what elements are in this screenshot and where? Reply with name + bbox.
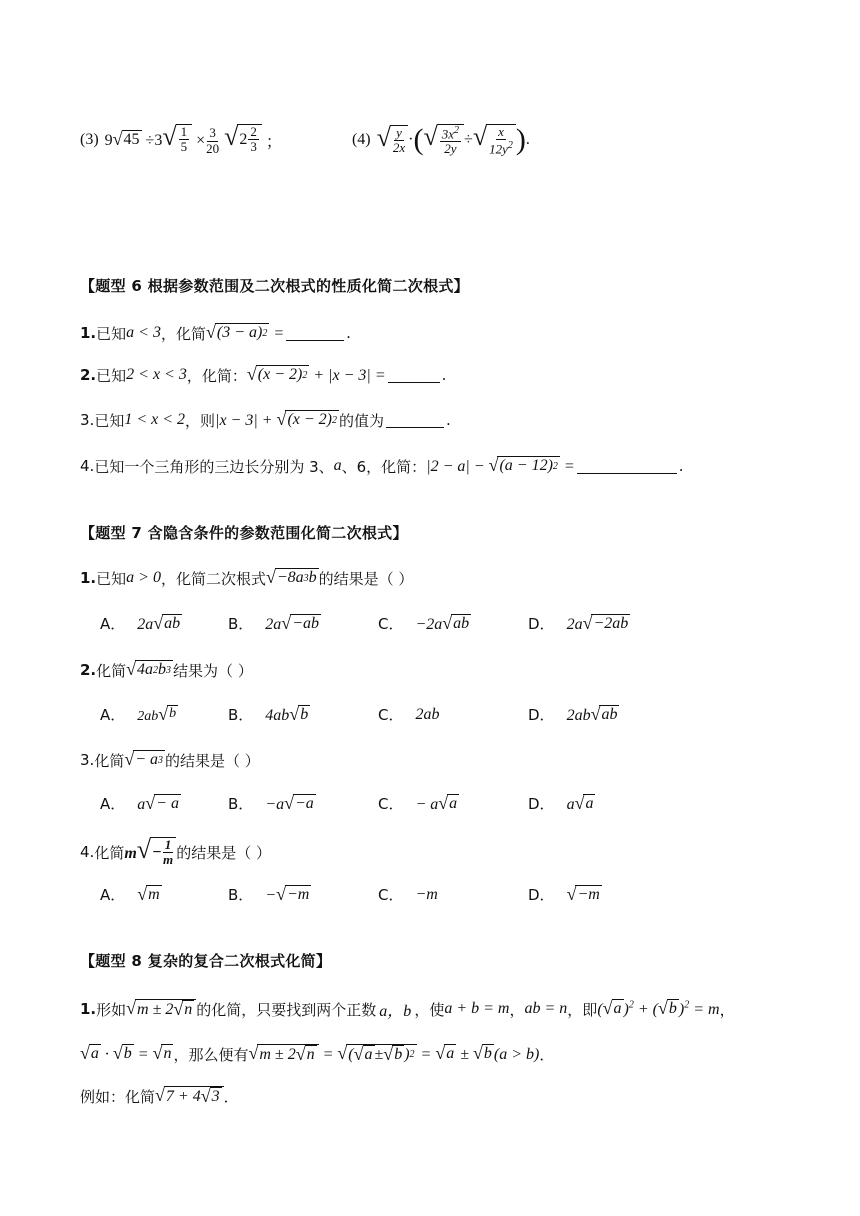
s8-line-2: √ a · √ b = √ n ，那么便有 √ m ± 2 √ n = √ ( √ a ± √ b ) 2 = √ a ± √ b (a > b) ． — [80, 1043, 555, 1064]
question-text: 已知 — [96, 366, 127, 385]
problem-3-expression: 9 √ 45 ÷3 √ $\frac{1}{5}$ × $\frac{3}{20}$ √ 2 $\frac{2}{3}$ — [105, 124, 262, 156]
section-6-heading: 【题型 6 根据参数范围及二次根式的性质化简二次根式】 — [80, 277, 469, 295]
question-text: ，则 — [185, 411, 216, 430]
question-text: ，那么便有 — [173, 1045, 249, 1064]
s7-q2-option-c[interactable]: C． 2ab — [378, 705, 440, 724]
section-7-heading: 【题型 7 含隐含条件的参数范围化简二次根式】 — [80, 524, 408, 542]
s6-question-1: 1. 已知 a < 3 ，化简 √ (3 − a) 2 = . — [80, 322, 351, 343]
question-text: 的值为 — [339, 411, 385, 430]
question-text: 已知 — [96, 324, 127, 343]
question-number: 3. — [80, 751, 95, 769]
s7-q1-option-c[interactable]: C． −2a √ ab — [378, 612, 470, 633]
expression: ( √ a )$^2$ + ( √ b )$^2$ = m — [597, 998, 720, 1018]
question-text: 的结果是（ ） — [165, 751, 260, 770]
question-text: 结果为（ ） — [173, 661, 253, 680]
condition: 1 < x < 2 — [124, 411, 186, 428]
problem-3-label: (3) — [80, 131, 99, 148]
question-number: 1. — [80, 569, 97, 587]
expression: √ m ± 2 √ n — [126, 999, 196, 1019]
condition: a < 3 — [126, 324, 161, 341]
s7-q4-option-d[interactable]: D． √ −m — [528, 883, 600, 904]
problem-4-expression: √ $\frac{y}{2x}$ · ( √ $\frac{3x^2}{2y}$ ÷ √ $\frac{x}{12y^2}$ ) — [376, 121, 526, 157]
s8-question-1: 1. 形如 √ m ± 2 √ n 的化简，只要找到两个正数 a，b ，使 a + b = m ， ab = n ，即 ( √ a )$^2$ + ( √ b )$^2$ = m ， — [80, 998, 735, 1020]
question-text: ，即 — [567, 1000, 598, 1019]
condition: a > 0 — [126, 569, 161, 586]
expression: |2 − a| − √ (a − 12) 2 = — [426, 455, 575, 475]
answer-blank[interactable] — [388, 368, 440, 383]
expression: √ − a 3 — [124, 749, 164, 769]
s7-question-3 — [80, 747, 260, 773]
problem-4-label: (4) — [351, 131, 371, 148]
s7-q1-option-a[interactable]: A． 2a √ ab — [100, 612, 181, 633]
question-text: 的结果是（ ） — [318, 569, 414, 588]
equation: ab = n — [524, 1000, 568, 1017]
s6-question-2: 2. 已知 2 < x < 3 ，化简： √ (x − 2) 2 + |x − 3| = . — [80, 364, 447, 385]
question-text: 化简 — [94, 751, 125, 770]
question-text: ，化简： — [186, 366, 247, 385]
s7-q2-option-b[interactable]: B． 4ab √ b — [228, 703, 309, 724]
s8-example: 例如：化简 √ 7 + 4 √ 3 ． — [80, 1085, 239, 1106]
s7-q3-option-a[interactable]: A． a √ − a — [100, 792, 179, 813]
s7-q2-option-d[interactable]: D． 2ab √ ab — [528, 703, 618, 724]
question-text: 、6，化简： — [341, 457, 427, 476]
question-text: 的化简，只要找到两个正数 — [196, 1000, 377, 1019]
question-text: 化简 — [96, 661, 127, 680]
expression: √ (3 − a) 2 = — [205, 322, 285, 342]
expression: √ 7 + 4 √ 3 — [155, 1086, 224, 1106]
s7-q4-option-b[interactable]: B． − √ −m — [228, 883, 310, 904]
s6-question-3: 3. 已知 1 < x < 2 ，则 |x − 3| + √ (x − 2) 2 的值为 . — [80, 409, 451, 430]
s7-q3-option-b[interactable]: B． −a √ −a — [228, 792, 314, 813]
problem-3-and-4 — [80, 118, 530, 162]
expression: √ a · √ b = √ n — [80, 1043, 172, 1063]
expression: |x − 3| + √ (x − 2) 2 — [215, 409, 337, 429]
section-8-heading: 【题型 8 复杂的复合二次根式化简】 — [80, 952, 332, 970]
question-text: ，化简 — [160, 324, 206, 343]
s7-q2-option-a[interactable]: A． 2ab √ b — [100, 703, 177, 724]
question-number: 4. — [80, 457, 95, 475]
question-number: 2. — [80, 661, 97, 679]
s6-question-4: 4. 已知一个三角形的三边长分别为 3、 a 、6，化简： |2 − a| − √ (a − 12) 2 = . — [80, 455, 684, 476]
answer-blank[interactable] — [577, 459, 677, 474]
s7-question-1 — [80, 565, 413, 591]
s7-question-4 — [80, 832, 271, 872]
expression: √ m ± 2 √ n = √ ( √ a ± √ b ) 2 = √ a ± √ b (a > b) — [248, 1043, 540, 1064]
s7-q1-option-d[interactable]: D． 2a √ −2ab — [528, 612, 629, 633]
s7-q4-option-a[interactable]: A． √ m — [100, 883, 160, 904]
expression: √ 4a 2 b 3 — [126, 659, 172, 679]
answer-blank[interactable] — [286, 326, 344, 341]
question-text: 已知 — [94, 411, 125, 430]
question-text: ，化简二次根式 — [160, 569, 266, 588]
question-number: 4. — [80, 843, 95, 861]
expression: √ −8a 3 b — [265, 567, 317, 587]
s7-q4-option-c[interactable]: C． −m — [378, 885, 438, 904]
s7-q1-option-b[interactable]: B． 2a √ −ab — [228, 612, 319, 633]
variable: a — [333, 457, 342, 474]
s7-q3-option-c[interactable]: C． − a √ a — [378, 792, 458, 813]
s7-q3-option-d[interactable]: D． a √ a — [528, 792, 594, 813]
condition: 2 < x < 3 — [126, 366, 187, 383]
question-number: 1. — [80, 324, 97, 342]
question-text: 化简 — [94, 843, 125, 862]
expression: m √ − $\frac{1}{m}$ — [124, 837, 176, 868]
question-number: 3. — [80, 411, 95, 429]
question-text: 形如 — [96, 1000, 127, 1019]
equation: a + b = m — [444, 1000, 510, 1017]
expression: √ (x − 2) 2 + |x − 3| = — [246, 364, 386, 384]
question-text: 的结果是（ ） — [176, 843, 272, 862]
question-text: 已知 — [96, 569, 127, 588]
variables: a，b — [379, 1002, 412, 1020]
question-text: 例如：化简 — [80, 1087, 156, 1106]
question-number: 2. — [80, 366, 97, 384]
answer-blank[interactable] — [386, 413, 444, 428]
question-text: 已知一个三角形的三边长分别为 3、 — [94, 457, 334, 476]
question-text: ，使 — [414, 1000, 445, 1019]
s7-question-2 — [80, 657, 253, 683]
problem-3-tail: ； — [265, 133, 282, 151]
problem-4-tail: . — [525, 131, 530, 148]
question-number: 1. — [80, 1000, 97, 1018]
